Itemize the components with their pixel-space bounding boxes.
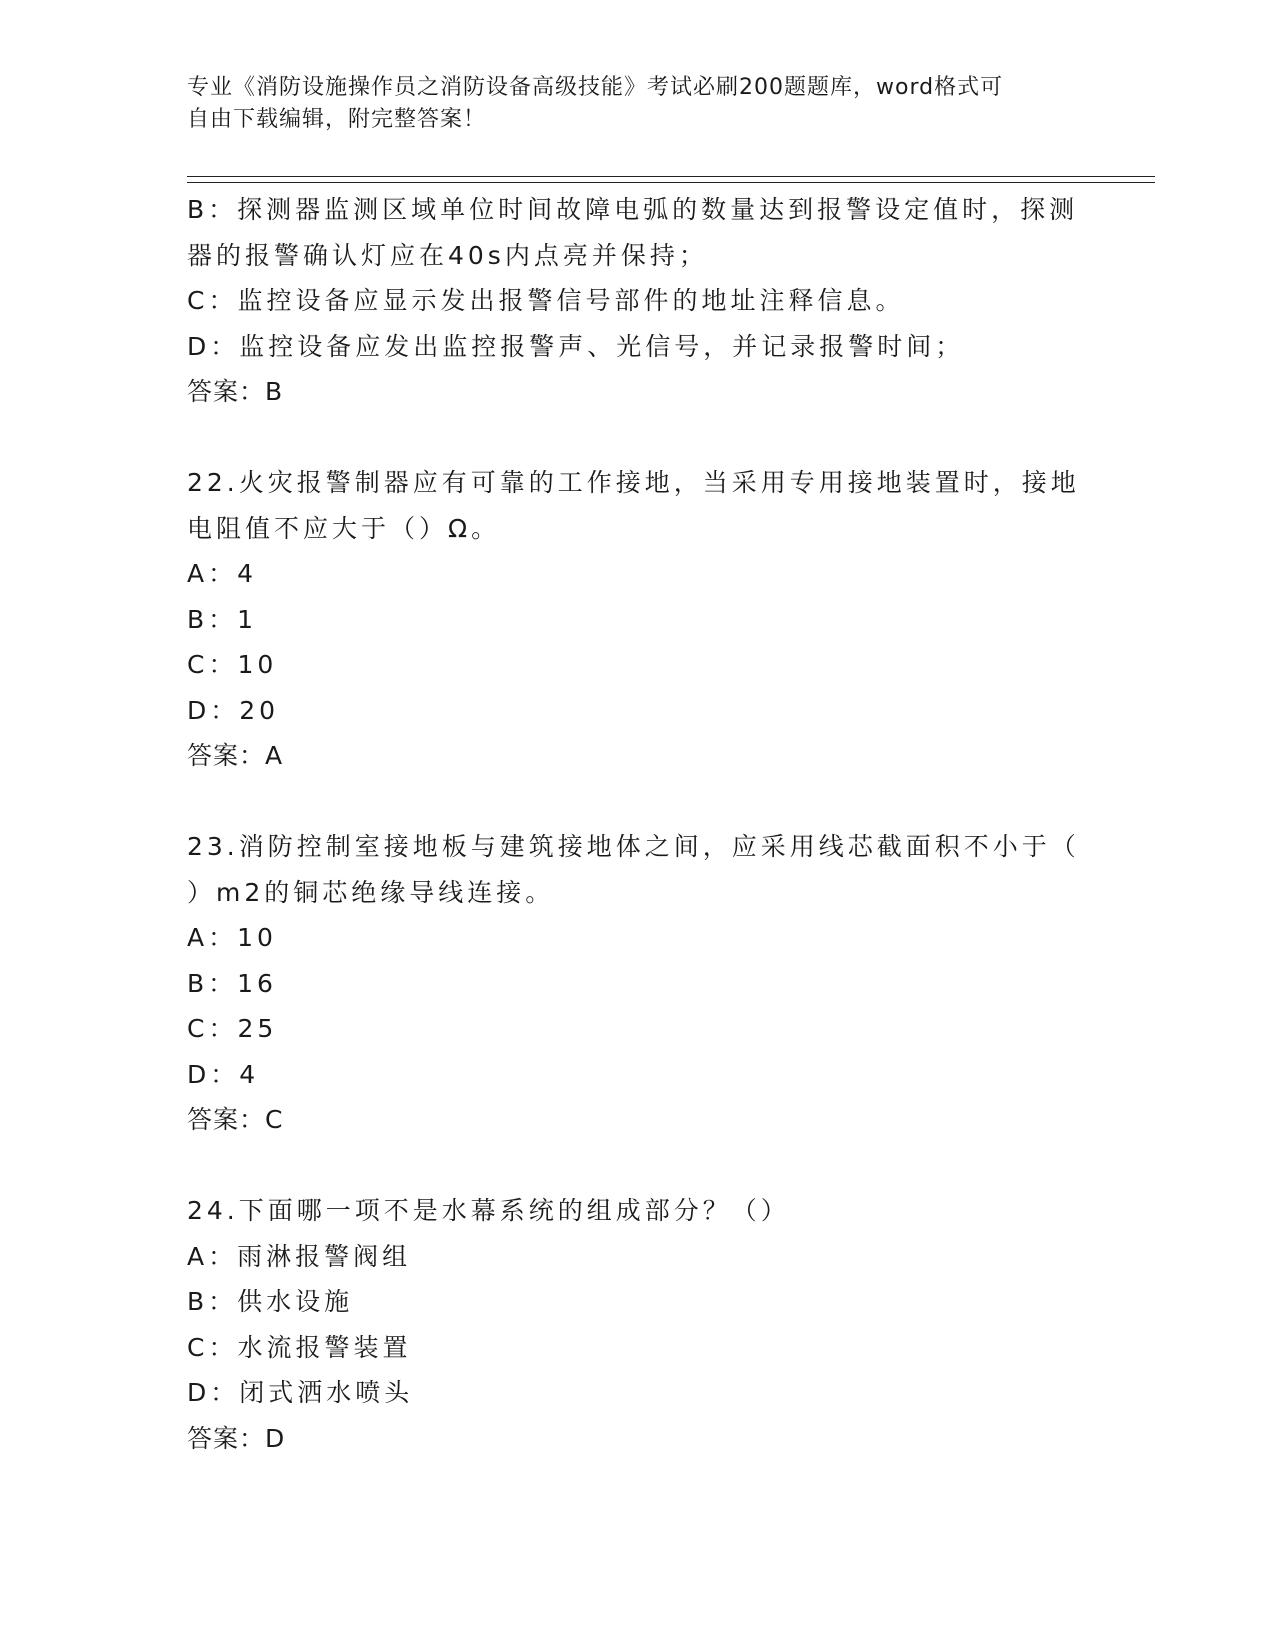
option-c: C：监控设备应显示发出报警信号部件的地址注释信息。 [187, 286, 905, 315]
answer: 答案：A [187, 741, 284, 770]
header-line-2: 自由下载编辑，附完整答案！ [187, 107, 487, 132]
option-d: D：20 [187, 695, 280, 725]
question-stem-line-2: 电阻值不应大于（）Ω。 [187, 513, 501, 543]
question-22 [187, 460, 1087, 779]
answer: 答案：D [187, 1423, 286, 1453]
question-stem-line-1: 23.消防控制室接地板与建筑接地体之间，应采用线芯截面积不小于（ [187, 832, 1080, 861]
spacer [187, 415, 1087, 461]
question-21 [187, 187, 1087, 415]
option-a: A：10 [187, 923, 277, 952]
option-c: C：25 [187, 1014, 278, 1043]
spacer [187, 1143, 1087, 1189]
question-stem-line-2: ）m2的铜芯绝缘导线连接。 [187, 877, 555, 907]
header-line-1: 专业《消防设施操作员之消防设备高级技能》考试必刷200题题库，word格式可 [187, 75, 1004, 100]
option-d: D：4 [187, 1059, 260, 1089]
spacer [187, 779, 1087, 825]
question-23 [187, 824, 1087, 1143]
option-d: D：监控设备应发出监控报警声、光信号，并记录报警时间； [187, 331, 965, 361]
option-b-line-1: B：探测器监测区域单位时间故障电弧的数量达到报警设定值时，探测 [187, 195, 1079, 224]
question-stem-line-1: 24.下面哪一项不是水幕系统的组成部分？（） [187, 1196, 790, 1225]
option-a: A：雨淋报警阀组 [187, 1241, 412, 1271]
option-b: B：16 [187, 968, 277, 998]
option-b-line-2: 器的报警确认灯应在40s内点亮并保持； [187, 240, 708, 270]
option-c: C：10 [187, 650, 278, 679]
question-list [187, 187, 1087, 1461]
answer: 答案：B [187, 377, 284, 406]
option-a: A：4 [187, 559, 258, 588]
option-d: D：闭式洒水喷头 [187, 1378, 414, 1407]
answer: 答案：C [187, 1105, 284, 1134]
option-b: B：供水设施 [187, 1287, 354, 1316]
question-stem-line-1: 22.火灾报警制器应有可靠的工作接地，当采用专用接地装置时，接地 [187, 468, 1080, 497]
document-header [187, 72, 1067, 136]
question-24 [187, 1188, 1087, 1461]
header-divider-bottom [187, 182, 1155, 183]
header-divider-top [187, 176, 1155, 177]
option-b: B：1 [187, 604, 258, 634]
option-c: C：水流报警装置 [187, 1332, 412, 1362]
